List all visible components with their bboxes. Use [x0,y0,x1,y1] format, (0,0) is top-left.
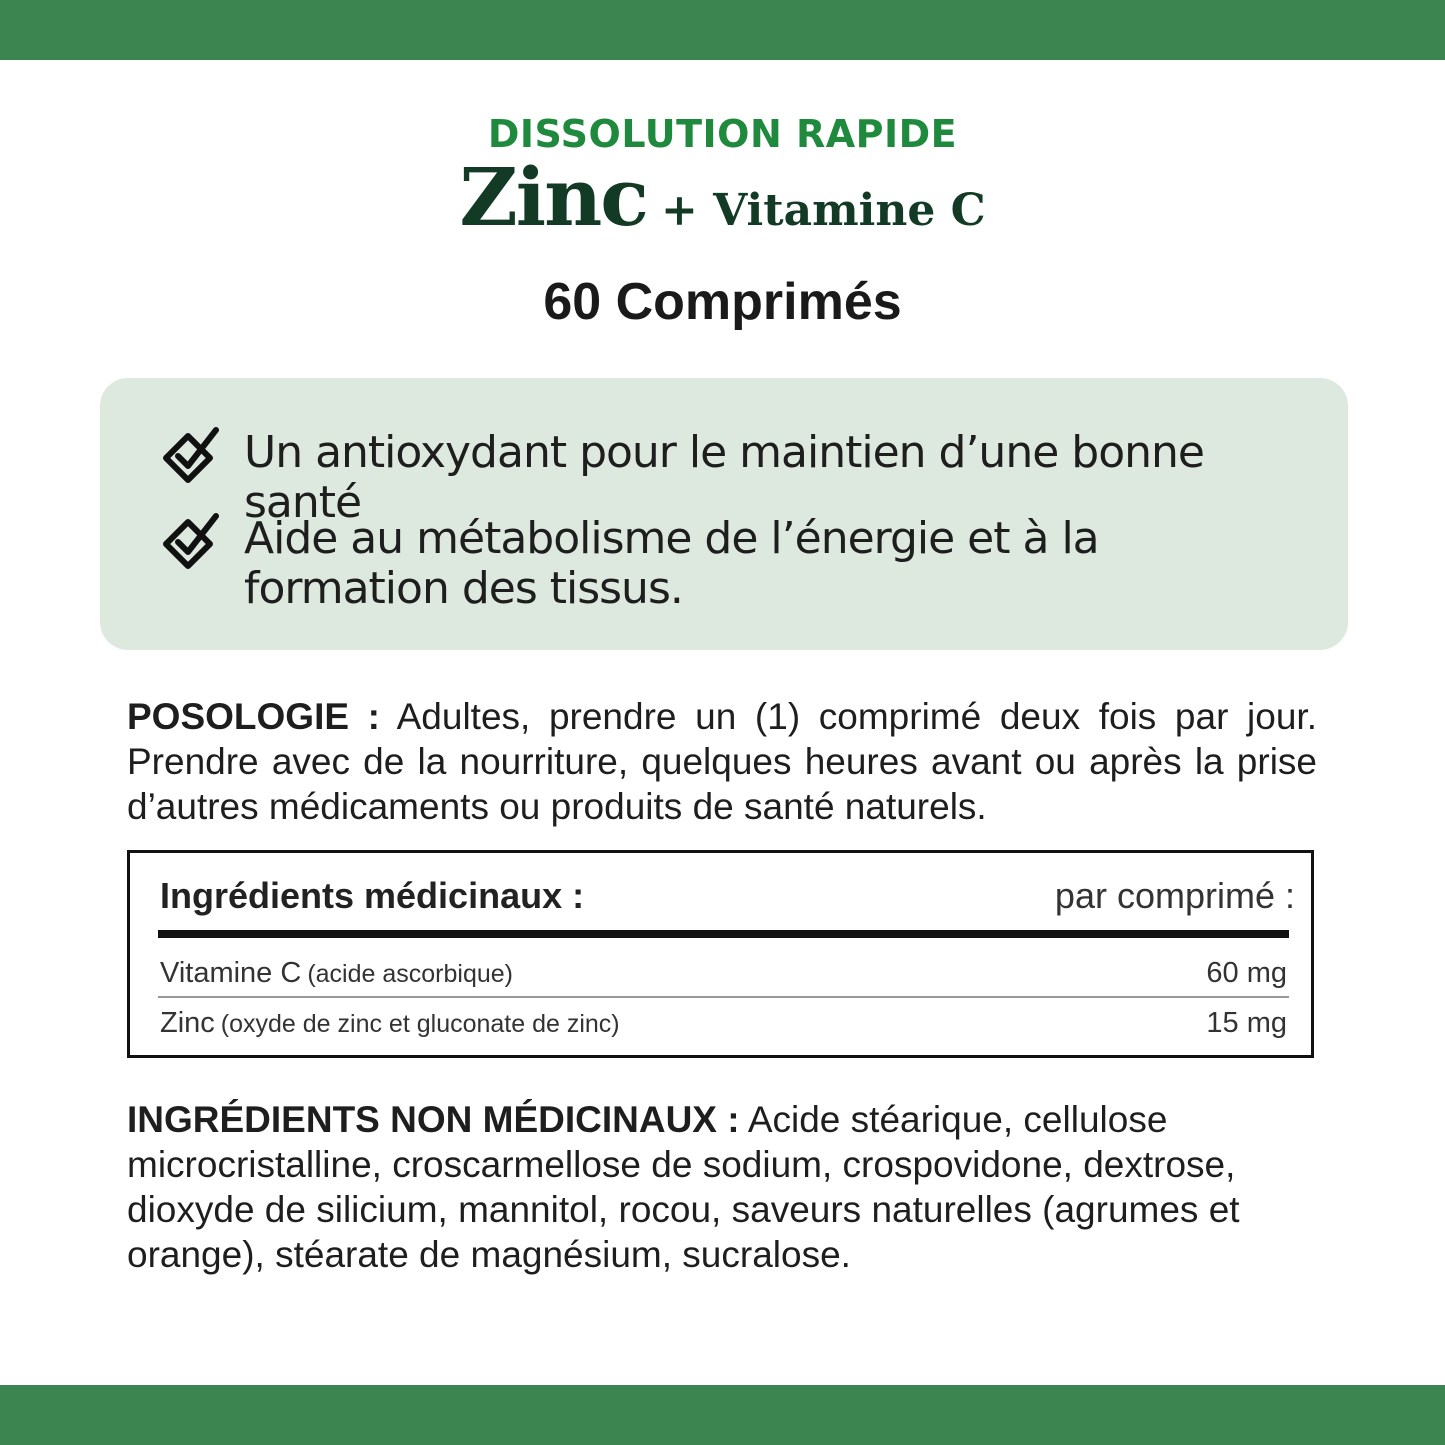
claim-text: Un antioxydant pour le maintien d’une bonne santé [244,427,1204,528]
medicinal-ingredients-table [127,850,1314,1058]
table-divider [158,996,1289,998]
product-kicker: DISSOLUTION RAPIDE [487,112,958,156]
product-title-sub: + Vitamine C [660,185,986,236]
product-title [0,150,1445,244]
ingredient-name: Zinc [160,1007,215,1039]
bottom-band [0,1385,1445,1445]
ingredient-name: Vitamine C [160,957,302,989]
non-medicinal-section [127,1097,1317,1277]
table-row [160,957,1287,990]
posologie-section [127,694,1317,829]
claim-item [158,514,1298,614]
ingredient-amount: 60 mg [1206,957,1287,989]
tablet-count: 60 Comprimés [543,273,902,331]
check-box-icon [158,424,222,488]
top-band [0,0,1445,60]
posologie-text: Adultes, prendre un (1) comprimé deux fois par jour. Prendre avec de la nourriture, quelques heures avant ou après la prise d’autres médicaments ou produits de santé naturels. [127,696,1317,827]
non-medicinal-label: INGRÉDIENTS NON MÉDICINAUX : [127,1099,740,1140]
medicinal-header: Ingrédients médicinaux : [160,875,585,916]
check-box-icon [158,510,222,574]
table-row [160,1007,1287,1040]
per-tablet-header: par comprimé : [1054,875,1295,916]
posologie-label: POSOLOGIE : [127,696,380,737]
claim-text: Aide au métabolisme de l’énergie et à la formation des tissus. [244,513,1099,614]
ingredient-source: (acide ascorbique) [307,960,513,988]
product-title-main: Zinc [459,150,647,244]
table-thick-rule [158,930,1289,938]
claims-panel [100,378,1348,650]
ingredient-source: (oxyde de zinc et gluconate de zinc) [220,1010,620,1038]
non-medicinal-text: Acide stéarique, cellulose microcristalline, croscarmellose de sodium, crospovidone, dextrose, dioxyde de silicium, mannitol, rocou, saveurs naturelles (agrumes et orange), stéarate de magnésium, sucralose. [127,1099,1240,1275]
ingredient-amount: 15 mg [1206,1007,1287,1039]
